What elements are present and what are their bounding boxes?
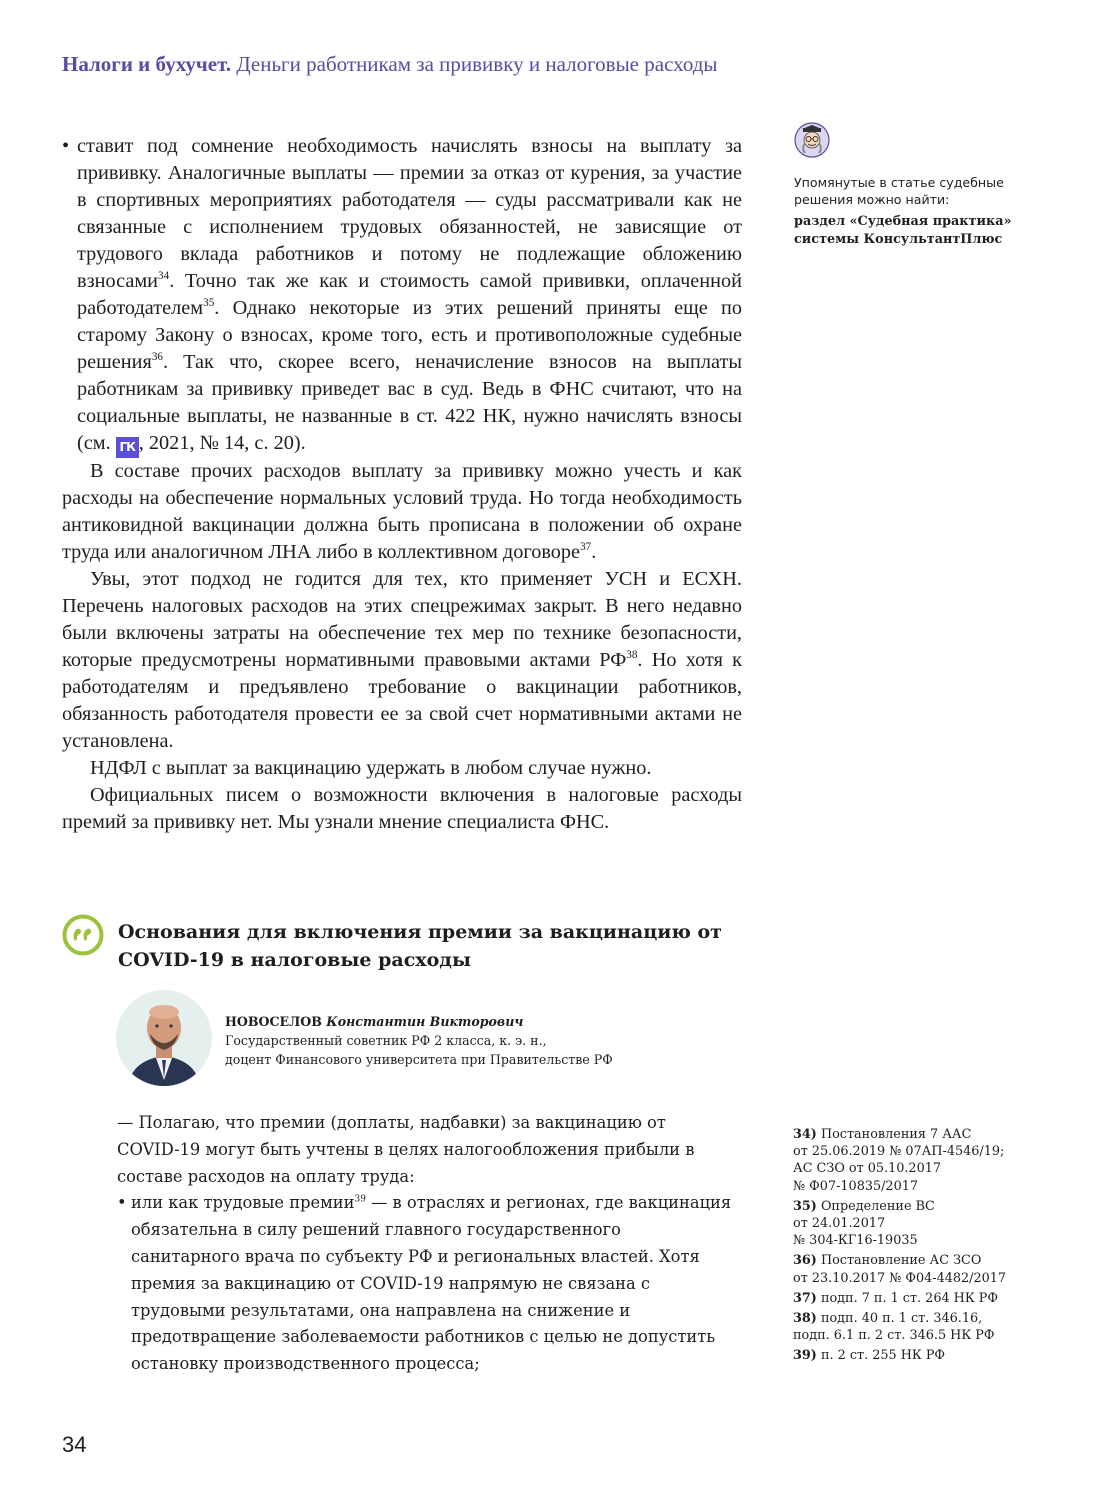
footnote-ref-39[interactable]: 39 (354, 1195, 366, 1206)
judge-icon (794, 122, 830, 158)
expert-position: Государственный советник РФ 2 класса, к. э. н., (225, 1033, 547, 1048)
text-run: В составе прочих расходов выплату за прививку можно учесть и как расходы на обеспечение нормальных условий труда. Но тогда необходимость антиковидной вакцинации должна быть прописана в положении об охране труда или аналогичном ЛНА либо в коллективном договоре (62, 460, 742, 563)
page-number: 34 (62, 1432, 87, 1457)
answer-bullet (117, 1190, 732, 1378)
footnote-38: 38) подп. 40 п. 1 ст. 346.16, подп. 6.1 п. 2 ст. 346.5 НК РФ (793, 1311, 995, 1344)
footnote-ref-35[interactable]: 35 (203, 297, 215, 310)
footnote-35: 35) Определение ВС от 24.01.2017 № 304-КГ16-19035 (793, 1198, 935, 1249)
paragraph (62, 458, 742, 566)
expert-name (225, 1012, 725, 1031)
footnote-ref-37[interactable]: 37 (580, 541, 592, 554)
expert-info (225, 1012, 725, 1069)
footnote-ref-36[interactable]: 36 (151, 351, 163, 364)
header-section: Налоги и бухучет. (62, 52, 232, 76)
expert-avatar (116, 990, 212, 1086)
sidebar-note-text: Упомянутые в статье судебные решения можно найти: (794, 175, 1004, 207)
paragraph: Официальных писем о возможности включения в налоговые расходы премий за прививку нет. Мы узнали мнение специалиста ФНС. (62, 784, 742, 833)
expert-surname: НОВОСЕЛОВ (225, 1014, 322, 1029)
text-run: . (591, 541, 597, 563)
quote-title: Основания для включения премии за вакцинацию от COVID-19 в налоговые расходы (118, 921, 722, 971)
footnote-39: 39) п. 2 ст. 255 НК РФ (793, 1348, 946, 1364)
answer-intro: — Полагаю, что премии (доплаты, надбавки) за вакцинацию от COVID-19 могут быть учтены в целях налогообложения прибыли в составе расходов на оплату труда: (117, 1113, 695, 1186)
article-body (62, 133, 742, 836)
gk-journal-icon[interactable]: ГК (116, 437, 139, 458)
text-run: . Так что, скорее всего, неначисление взносов на выплаты работникам за прививку приведет вас в суд. Ведь в ФНС считают, что на социальные выплаты, не названные в ст. 422 НК, нужно начислять взносы (см. (77, 351, 742, 454)
footnote-ref-38[interactable]: 38 (626, 649, 638, 662)
text-run: . Но хотя к работодателям и предъявлено требование о вакцинации работников, обязанность работодателя провести ее за свой счет нормативными актами не установлена. (62, 649, 742, 752)
bullet-paragraph (62, 133, 742, 458)
text-run: . Однако некоторые из этих решений приняты еще по старому Закону о взносах, кроме того, есть и противоположные судебные решения (77, 297, 742, 373)
footnote-37: 37) подп. 7 п. 1 ст. 264 НК РФ (793, 1290, 999, 1306)
header-title: Деньги работникам за прививку и налоговые расходы (236, 52, 718, 76)
sidebar-note (794, 122, 1054, 248)
text-run: Увы, этот подход не годится для тех, кто применяет УСН и ЕСХН. Перечень налоговых расходов на этих спецрежимах закрыт. В него недавно были включены затраты на обеспечение тех мер по технике безопасности, которые предусмотрены нормативными правовыми актами РФ (62, 568, 742, 671)
paragraph (62, 566, 742, 755)
paragraph: НДФЛ с выплат за вакцинацию удержать в любом случае нужно. (90, 757, 652, 779)
footnote-36: 36) Постановление АС ЗСО от 23.10.2017 № Ф04-4482/2017 (793, 1253, 1007, 1286)
text-run: , 2021, № 14, с. 20). (138, 432, 306, 454)
text-run: или как трудовые премии (131, 1193, 355, 1213)
footnote-ref-34[interactable]: 34 (158, 270, 170, 283)
quote-icon (62, 914, 104, 956)
text-run: ставит под сомнение необходимость начислять взносы на выплату за прививку. Аналогичные выплаты — премии за отказ от курения, за участие в спортивных мероприятиях работодателя — суды рассматривали как не связанные с исполнением трудовых обязанностей, не зависящие от трудового вклада работников и потому не подлежащие обложению взносами (77, 135, 742, 292)
text-run: — в отраслях и регионах, где вакцинация обязательна в силу решений главного государственного санитарного врача по субъекту РФ и региональных властей. Хотя премия за вакцинацию от COVID-19 напрямую не связана с трудовыми результатами, она направлена на снижение и предотвращение заболеваемости работников с целью не допустить остановку производственного процесса; (131, 1193, 732, 1374)
expert-affiliation: доцент Финансового университета при Правительстве РФ (225, 1052, 613, 1067)
running-header (62, 52, 1022, 77)
text-run: . Точно так же как и стоимость самой прививки, оплаченной работодателем (77, 270, 742, 319)
expert-given-names: Константин Викторович (326, 1014, 524, 1029)
expert-answer (117, 1110, 732, 1378)
footnotes (793, 1126, 1053, 1368)
footnote-34: 34) Постановления 7 ААС от 25.06.2019 № 07АП-4546/19; АС СЗО от 05.10.2017 № Ф07-10835/2017 (793, 1127, 1005, 1194)
sidebar-note-source: раздел «Судебная практика» системы КонсультантПлюс (794, 214, 1012, 247)
